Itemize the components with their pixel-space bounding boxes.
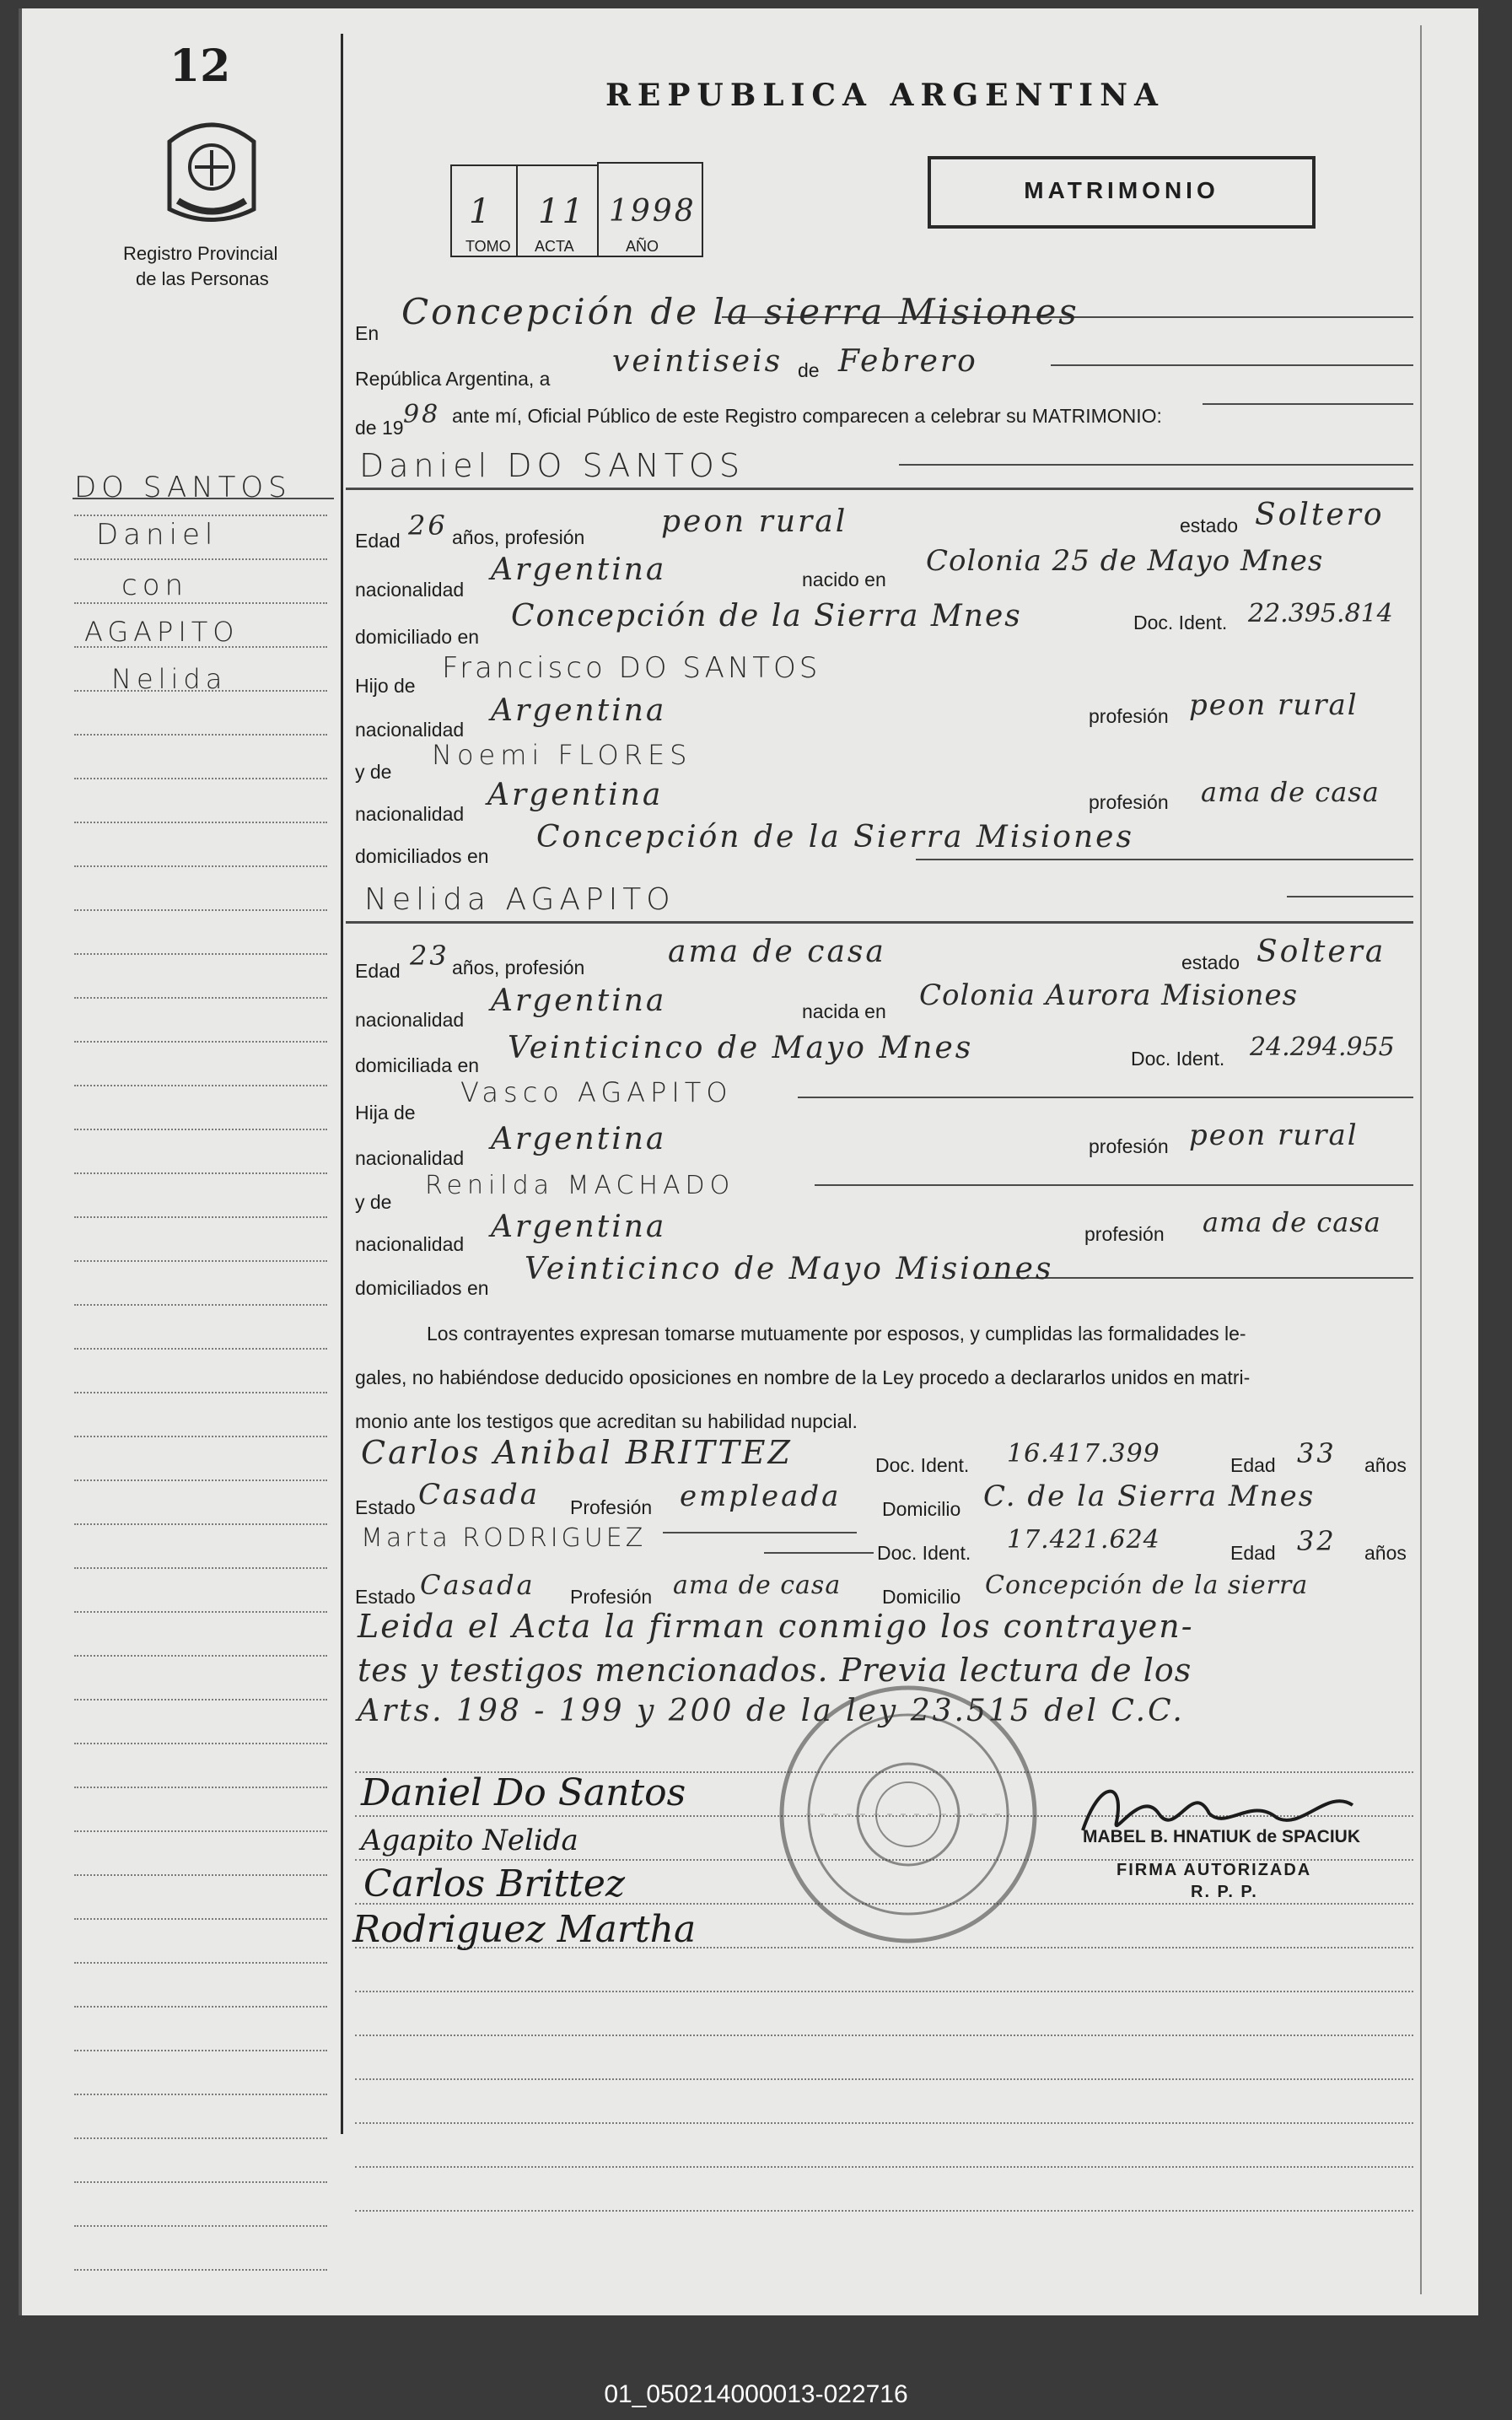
ruled-line (355, 2166, 1413, 2168)
closing-line3: Arts. 198 - 199 y 200 de la ley 23.515 del C.C. (358, 1694, 1185, 1728)
ruled-line (355, 2078, 1413, 2080)
witness1-doc: 16.417.399 (1007, 1439, 1160, 1469)
bride-father-nat-label: nacionalidad (355, 1147, 465, 1169)
groom-mother-prof-label: profesión (1089, 791, 1169, 813)
witness2-edad-label: Edad (1230, 1542, 1276, 1564)
en-label: En (355, 322, 379, 344)
marriage-day: veintiseis (612, 344, 783, 379)
groom-mother-nat-label: nacionalidad (355, 803, 465, 825)
witness2-domicilio-label: Domicilio (882, 1586, 961, 1608)
witness1-anos-label: años (1364, 1454, 1407, 1476)
margin-ruled-line (74, 1392, 327, 1393)
bride-hija-label: Hija de (355, 1102, 416, 1124)
fill-line (815, 1184, 1413, 1186)
margin-ruled-line (74, 822, 327, 823)
groom-parents-dom-label: domiciliados en (355, 845, 489, 867)
groom-father: Francisco DO SANTOS (442, 651, 821, 685)
groom-mother: Noemi FLORES (432, 739, 692, 771)
closing-line1: Leida el Acta la firman conmigo los contrayen- (358, 1608, 1194, 1645)
registry-name-line1: Registro Provincial (123, 243, 278, 264)
bride-mother-prof-label: profesión (1084, 1223, 1165, 1245)
fill-line (798, 1097, 1413, 1098)
margin-ruled-line (74, 1479, 327, 1481)
bride-doc-label: Doc. Ident. (1131, 1048, 1225, 1070)
witness2-name: Marta RODRIGUEZ (361, 1523, 647, 1553)
groom-separator (346, 488, 1413, 490)
bride-doc: 24.294.955 (1250, 1032, 1395, 1062)
tomo-value: 1 (469, 192, 493, 231)
bride-father-prof-label: profesión (1089, 1135, 1169, 1157)
margin-ruled-line (74, 1611, 327, 1613)
bride-mother-profession: ama de casa (1203, 1206, 1381, 1238)
groom-mother-profession: ama de casa (1201, 776, 1380, 808)
official-title-2: R. P. P. (1191, 1883, 1258, 1901)
margin-given-name-2: Nelida (111, 663, 228, 695)
country-title: REPUBLICA ARGENTINA (605, 78, 1165, 113)
bride-nacida-label: nacida en (802, 1000, 886, 1022)
witness2-age: 32 (1297, 1525, 1337, 1557)
margin-ruled-line (74, 909, 327, 911)
witness1-profesion-label: Profesión (570, 1496, 653, 1518)
bride-parents-dom-label: domiciliados en (355, 1277, 489, 1299)
witness1-edad-label: Edad (1230, 1454, 1276, 1476)
witness1-profession: empleada (680, 1479, 842, 1513)
ano-label: AÑO (626, 238, 659, 255)
witness2-estado: Casada (420, 1569, 535, 1601)
margin-surname: DO SANTOS (74, 471, 292, 504)
fill-line (899, 464, 1413, 466)
declaration-line3: monio ante los testigos que acreditan su habilidad nupcial. (355, 1410, 858, 1432)
margin-ruled-line (74, 1260, 327, 1262)
bride-profession: ama de casa (668, 935, 886, 969)
bride-mother: Renilda MACHADO (425, 1171, 735, 1200)
margin-ruled-line (74, 1787, 327, 1788)
ruled-line (355, 2122, 1413, 2124)
acta-label: ACTA (535, 238, 574, 255)
margin-ruled-line (74, 997, 327, 999)
margin-ruled-line (74, 1129, 327, 1130)
witness2-anos-label: años (1364, 1542, 1407, 1564)
margin-ruled-line (74, 1216, 327, 1218)
bride-father: Vasco AGAPITO (460, 1076, 733, 1108)
witness1-name: Carlos Anibal BRITTEZ (361, 1434, 793, 1471)
groom-father-profession: peon rural (1189, 688, 1359, 722)
margin-underline (73, 498, 334, 499)
register-page (19, 8, 1478, 2315)
registry-name-line2: de las Personas (136, 268, 269, 289)
groom-nationality: Argentina (491, 552, 667, 587)
witness2-profession: ama de casa (673, 1571, 842, 1600)
margin-ruled-line (74, 1436, 327, 1437)
margin-ruled-line (74, 558, 327, 560)
groom-estado: Soltero (1255, 498, 1385, 532)
ano-value: 1998 (609, 194, 697, 229)
official-title: FIRMA AUTORIZADA (1117, 1861, 1312, 1879)
margin-ruled-line (74, 1172, 327, 1174)
declaration-line2: gales, no habiéndose deducido oposiciones en nombre de la Ley procedo a declararlos unidos en matri- (355, 1366, 1251, 1388)
fill-line (916, 859, 1413, 860)
margin-ruled-line (74, 1830, 327, 1832)
margin-ruled-line (74, 1304, 327, 1306)
signature-groom: Daniel Do Santos (361, 1771, 686, 1814)
margin-ruled-line (74, 1699, 327, 1700)
marriage-place: Concepción de la sierra Misiones (401, 291, 1079, 332)
bride-edad-label: Edad (355, 960, 401, 982)
margin-ruled-line (74, 646, 327, 648)
margin-given-name: Daniel (96, 518, 218, 552)
groom-father-nat-label: nacionalidad (355, 719, 465, 741)
margin-ruled-line (74, 1085, 327, 1086)
groom-doc: 22.395.814 (1248, 599, 1393, 628)
groom-mother-nationality: Argentina (487, 778, 664, 812)
witness1-domicilio-label: Domicilio (882, 1498, 961, 1520)
witness2-doc-label: Doc. Ident. (877, 1542, 971, 1564)
act-type-label: MATRIMONIO (1024, 177, 1219, 203)
bride-birthplace: Colonia Aurora Misiones (919, 978, 1299, 1012)
ruled-line (355, 2210, 1413, 2212)
fill-line (764, 1552, 874, 1554)
margin-ruled-line (74, 2006, 327, 2008)
margin-surname-2: AGAPITO (84, 616, 239, 648)
ruled-line (355, 1991, 1413, 1992)
margin-ruled-line (74, 1523, 327, 1525)
tomo-label: TOMO (465, 238, 511, 255)
republica-label: República Argentina, a (355, 368, 551, 390)
ruled-line (355, 2035, 1413, 2036)
groom-domiciliado-label: domiciliado en (355, 626, 480, 648)
groom-nacionalidad-label: nacionalidad (355, 579, 465, 601)
bride-father-nationality: Argentina (491, 1122, 667, 1156)
bride-separator (346, 921, 1413, 924)
groom-age: 26 (408, 509, 448, 542)
witness1-domicile: C. de la Sierra Mnes (983, 1479, 1316, 1513)
margin-ruled-line (74, 1962, 327, 1964)
signature-witness1: Carlos Brittez (363, 1862, 626, 1905)
fill-line (1287, 896, 1413, 897)
margin-ruled-line (74, 2094, 327, 2095)
groom-edad-label: Edad (355, 530, 401, 552)
margin-ruled-line (74, 1041, 327, 1043)
margin-con: con (121, 569, 189, 602)
witness2-profesion-label: Profesión (570, 1586, 653, 1608)
bride-mother-nat-label: nacionalidad (355, 1233, 465, 1255)
bride-name: Nelida AGAPITO (364, 882, 675, 917)
bride-age: 23 (410, 940, 449, 972)
margin-ruled-line (74, 1874, 327, 1876)
bride-yde-label: y de (355, 1191, 392, 1213)
witness1-estado: Casada (418, 1478, 541, 1512)
groom-father-prof-label: profesión (1089, 705, 1169, 727)
right-page-border (1420, 25, 1422, 2294)
margin-ruled-line (74, 2050, 327, 2051)
groom-domicile: Concepción de la Sierra Mnes (511, 599, 1022, 633)
groom-estado-label: estado (1180, 515, 1239, 536)
groom-profession: peon rural (661, 504, 848, 539)
bride-nationality: Argentina (491, 984, 667, 1018)
province-seal-icon (161, 108, 262, 230)
witness2-estado-label: Estado (355, 1586, 416, 1608)
intro-statement: ante mí, Oficial Público de este Registro comparecen a celebrar su MATRIMONIO: (452, 405, 1162, 427)
fill-line (663, 1532, 857, 1533)
margin-ruled-line (74, 515, 327, 516)
witness1-doc-label: Doc. Ident. (875, 1454, 970, 1476)
bride-domicile: Veinticinco de Mayo Mnes (508, 1031, 974, 1065)
margin-ruled-line (74, 953, 327, 955)
signature-bride: Agapito Nelida (361, 1824, 578, 1857)
witness1-age: 33 (1297, 1437, 1337, 1469)
margin-ruled-line (74, 1567, 327, 1569)
left-column-divider (341, 34, 343, 2134)
witness2-doc: 17.421.624 (1007, 1525, 1160, 1555)
official-name: MABEL B. HNATIUK de SPACIUK (1083, 1827, 1361, 1846)
margin-ruled-line (74, 1918, 327, 1920)
margin-ruled-line (74, 690, 327, 692)
closing-line2: tes y testigos mencionados. Previa lectura de los (358, 1652, 1192, 1689)
registry-stamp (772, 1679, 1044, 1950)
groom-nacido-label: nacido en (802, 569, 886, 590)
image-caption: 01_050214000013-022716 (604, 2380, 908, 2408)
bride-estado: Soltera (1256, 935, 1386, 969)
margin-ruled-line (74, 1743, 327, 1744)
groom-hijo-label: Hijo de (355, 675, 416, 697)
margin-ruled-line (74, 1655, 327, 1657)
bride-father-profession: peon rural (1189, 1118, 1359, 1152)
declaration-line1: Los contrayentes expresan tomarse mutuamente por esposos, y cumplidas las formalidades le- (427, 1323, 1246, 1345)
bride-nacionalidad-label: nacionalidad (355, 1009, 465, 1031)
bride-parents-domicile: Veinticinco de Mayo Misiones (525, 1252, 1054, 1286)
groom-doc-label: Doc. Ident. (1133, 612, 1228, 633)
margin-ruled-line (74, 865, 327, 867)
marriage-year: 98 (403, 400, 441, 429)
page-number: 12 (169, 40, 231, 92)
margin-ruled-line (74, 1348, 327, 1350)
groom-profesion-label: años, profesión (452, 526, 585, 548)
year-prefix: de 19 (355, 417, 404, 439)
margin-ruled-line (74, 734, 327, 736)
groom-birthplace: Colonia 25 de Mayo Mnes (926, 544, 1324, 578)
bride-mother-nationality: Argentina (491, 1210, 667, 1244)
margin-ruled-line (74, 2181, 327, 2183)
bride-domiciliada-label: domiciliada en (355, 1054, 480, 1076)
marriage-month: Febrero (838, 344, 978, 379)
fill-line (1203, 403, 1413, 405)
groom-yde-label: y de (355, 761, 392, 783)
margin-ruled-line (74, 2269, 327, 2271)
margin-ruled-line (74, 2225, 327, 2227)
margin-ruled-line (74, 778, 327, 779)
groom-name: Daniel DO SANTOS (359, 447, 745, 484)
acta-value: 11 (538, 192, 586, 231)
de-label: de (798, 359, 820, 381)
signature-witness2: Rodriguez Martha (352, 1908, 697, 1951)
bride-estado-label: estado (1181, 951, 1240, 973)
bride-profesion-label: años, profesión (452, 957, 585, 978)
groom-parents-domicile: Concepción de la Sierra Misiones (536, 820, 1134, 854)
witness1-estado-label: Estado (355, 1496, 416, 1518)
margin-ruled-line (74, 602, 327, 604)
fill-line (1051, 364, 1413, 366)
margin-ruled-line (74, 2137, 327, 2139)
groom-father-nationality: Argentina (491, 693, 667, 728)
witness2-domicile: Concepción de la sierra (985, 1571, 1309, 1600)
